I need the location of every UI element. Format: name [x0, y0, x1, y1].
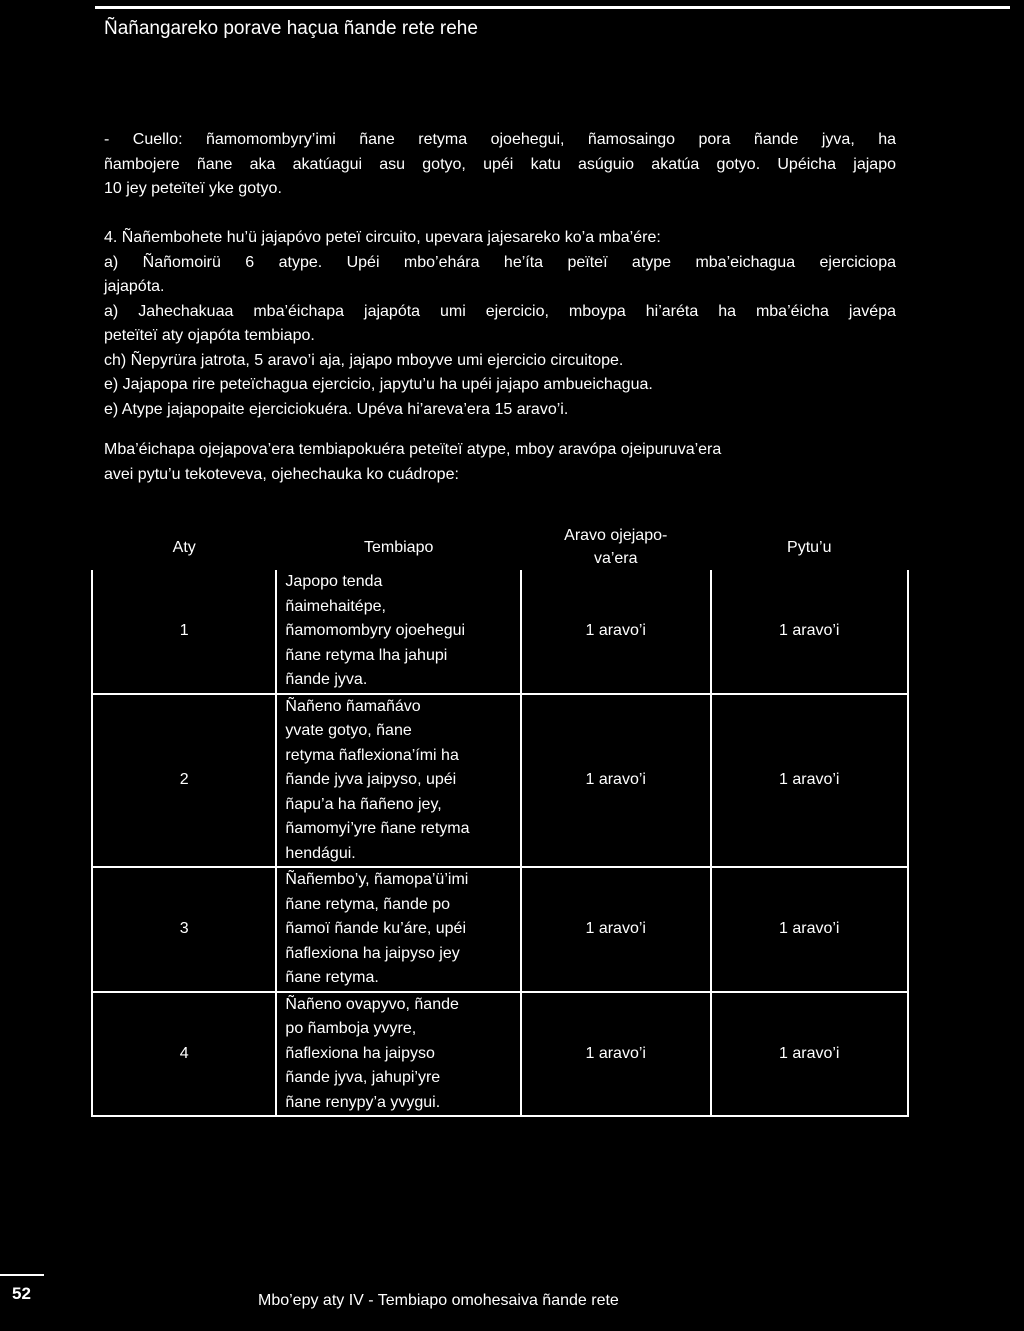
cell-tembiapo: Ñañeno ovapyvo, ñande po ñamboja yvyre, ñaflexiona ha jaipyso ñande jyva, jahupi’yre ñane renypy’a yvygui. — [276, 992, 521, 1117]
table-row — [92, 867, 908, 992]
table-row — [92, 992, 908, 1117]
table-row — [92, 694, 908, 868]
text-line: 4. Ñañembohete hu’ü jajapóvo peteï circuito, upevara jajesareko ko’a mba’ére: — [104, 229, 661, 246]
text-line: ñambojere ñane aka akatúagui asu gotyo, upéi katu asúguio akatúa gotyo. Upéicha jajapo — [104, 155, 896, 173]
header-rule — [95, 6, 1010, 9]
exercise-schedule-table — [91, 524, 909, 1117]
page-number: 52 — [12, 1284, 31, 1303]
text-line: - Cuello: ñamomombyry’imi ñane retyma ojoehegui, ñamosaingo pora ñande jyva, ha — [104, 131, 896, 148]
column-header-aravo-text: Aravo ojejapo- va’era — [564, 527, 668, 567]
text-line: a) Jahechakuaa mba’éichapa jajapóta umi ejercicio, mboypa hi’aréta ha mba’éicha javépa — [104, 302, 896, 320]
cell-tembiapo: Ñañeno ñamañávo yvate gotyo, ñane retyma ñaflexiona’ími ha ñande jyva jaipyso, upéi ñapu’a ha ñañeno jey, ñamomyi’yre ñane retyma hendágui. — [276, 694, 521, 868]
text-line: ch) Ñepyrüra jatrota, 5 aravo’i aja, jajapo mboyve umi ejercicio circuitope. — [104, 351, 624, 369]
text-line: avei pytu’u tekoteveva, ojehechauka ko cuádrope: — [104, 465, 459, 483]
footer-rule — [0, 1274, 44, 1276]
paragraph-cuello — [104, 128, 896, 202]
cell-tembiapo: Japopo tenda ñaimehaitépe, ñamomombyry ojoehegui ñane retyma lha jahupi ñande jyva. — [276, 570, 521, 694]
column-header-pytuu: Pytu’u — [787, 538, 832, 556]
text-line: 10 jey peteïteï yke gotyo. — [104, 180, 282, 197]
cell-aty: 1 — [92, 570, 276, 694]
column-header-aravo — [521, 524, 711, 570]
text-line: Mba’éichapa ojejapova’era tembiapokuéra peteïteï atype, mboy aravópa ojeipuruva’era — [104, 441, 722, 458]
cell-tembiapo: Ñañembo’y, ñamopa’ü’imi ñane retyma, ñande po ñamoï ñande ku’áre, upéi ñaflexiona ha jaipyso jey ñane retyma. — [276, 867, 521, 992]
table-header-row — [92, 524, 908, 570]
paragraph-table-intro — [104, 438, 896, 487]
text-line: a) Ñañomoirü 6 atype. Upéi mbo’ehára he’íta peïteï atype mba’eichagua ejerciciopa — [104, 253, 896, 271]
cell-aravo: 1 aravo’i — [521, 867, 711, 992]
text-line: peteïteï aty ojapóta tembiapo. — [104, 327, 315, 344]
column-header-aty: Aty — [172, 538, 196, 556]
column-header-tembiapo: Tembiapo — [364, 538, 434, 556]
section-4-instructions — [104, 226, 896, 422]
footer-caption: Mbo’epy aty IV - Tembiapo omohesaiva ñande rete — [258, 1292, 619, 1309]
cell-pytuu: 1 aravo’i — [711, 992, 909, 1117]
cell-aty: 4 — [92, 992, 276, 1117]
cell-aravo: 1 aravo’i — [521, 694, 711, 868]
text-line: e) Atype jajapopaite ejerciciokuéra. Upéva hi’areva’era 15 aravo’i. — [104, 400, 569, 418]
cell-pytuu: 1 aravo’i — [711, 867, 909, 992]
cell-aty: 3 — [92, 867, 276, 992]
cell-pytuu: 1 aravo’i — [711, 570, 909, 694]
text-line: jajapóta. — [104, 278, 165, 295]
cell-aravo: 1 aravo’i — [521, 992, 711, 1117]
cell-pytuu: 1 aravo’i — [711, 694, 909, 868]
page-header-title: Ñañangareko porave haçua ñande rete rehe — [104, 18, 478, 39]
cell-aty: 2 — [92, 694, 276, 868]
table-row — [92, 570, 908, 694]
text-line: e) Jajapopa rire peteïchagua ejercicio, japytu’u ha upéi jajapo ambueichagua. — [104, 376, 653, 393]
cell-aravo: 1 aravo’i — [521, 570, 711, 694]
